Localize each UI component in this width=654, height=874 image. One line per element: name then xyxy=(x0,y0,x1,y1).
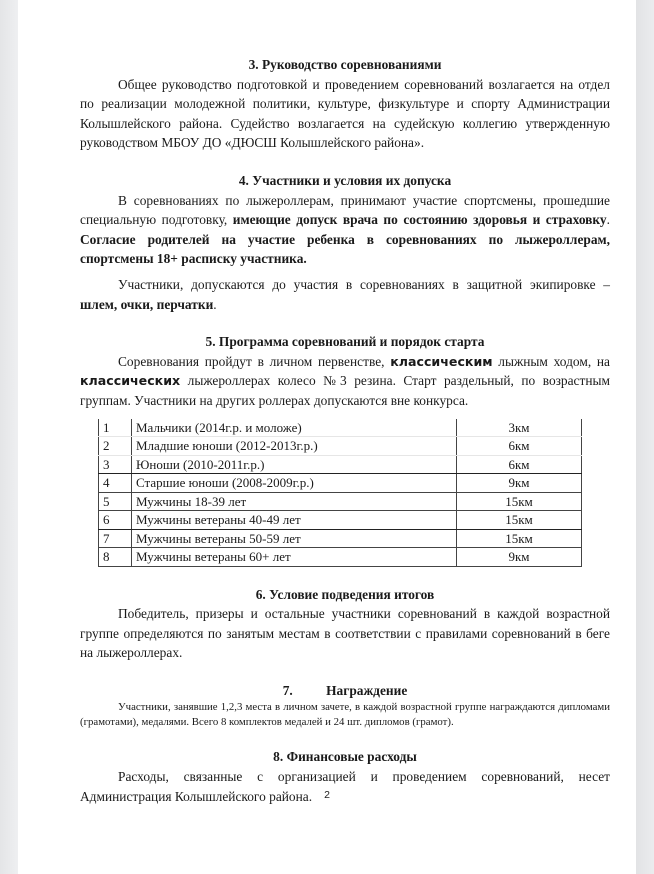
page-number: 2 xyxy=(324,789,330,801)
table-row xyxy=(99,492,582,511)
section-5-paragraph xyxy=(80,352,610,411)
distance: 6км xyxy=(457,455,582,474)
age-group: Мужчины ветераны 60+ лет xyxy=(132,548,457,567)
section-7-title: 7. Награждение xyxy=(282,682,408,698)
section-3-title: 3. Руководство соревнованиями xyxy=(248,57,442,72)
s5-bold-classic: классическим xyxy=(390,353,493,369)
section-4-paragraph-2 xyxy=(80,275,610,314)
age-groups-table xyxy=(98,419,582,567)
document-content xyxy=(80,55,610,806)
table-row xyxy=(99,548,582,567)
s4-equip-bold: шлем, очки, перчатки xyxy=(80,296,214,312)
age-group: Мужчины 18-39 лет xyxy=(132,492,457,511)
table-row xyxy=(99,529,582,548)
distance: 15км xyxy=(457,529,582,548)
table-row xyxy=(99,455,582,474)
s5-text-b: лыжным ходом, на xyxy=(492,353,611,369)
section-6-title: 6. Условие подведения итогов xyxy=(255,586,435,602)
s5-bold-classic-rollers: классических xyxy=(80,373,181,389)
distance: 15км xyxy=(457,492,582,511)
section-7-paragraph: Участники, занявшие 1,2,3 места в личном зачете, в каждой возрастной группе награждаются дипломами (грамотами), медалями. Всего 8 комплектов медалей и 24 шт. дипломов (грамот). xyxy=(80,701,610,728)
section-4-title: 4. Участники и условия их допуска xyxy=(238,172,452,188)
s5-text-c: лыжероллерах колесо №3 резина. Старт раздельный, по возрастным группам. Участники на других роллерах допускаются вне конкурса. xyxy=(80,373,610,408)
distance: 9км xyxy=(457,474,582,493)
section-3-paragraph: Общее руководство подготовкой и проведением соревнований возлагается на отдел по реализации молодежной политики, культуре, физкультуре и спорту Администрации Колышлейского района. Судейство возлагается на судейскую коллегию утвержденную руководством МБОУ ДО «ДЮСШ Колышлейского района». xyxy=(80,76,610,151)
row-number: 8 xyxy=(99,548,132,567)
table-row xyxy=(99,511,582,530)
s4-equip-text: Участники, допускаются до участия в соревнованиях в защитной экипировке – xyxy=(118,276,610,292)
age-group: Мужчины ветераны 50-59 лет xyxy=(132,529,457,548)
s4-equip-end: . xyxy=(213,296,217,312)
section-8-title: 8. Финансовые расходы xyxy=(273,749,417,765)
distance: 6км xyxy=(457,437,582,456)
age-group: Старшие юноши (2008-2009г.р.) xyxy=(132,474,457,493)
table-row xyxy=(99,419,582,437)
s4-bold-consent: Согласие родителей на участие ребенка в соревнованиях по лыжероллерам, спортсмены 18+ расписку участника. xyxy=(80,231,610,267)
s4-text: В соревнованиях по лыжероллерам, принимают участие спортсмены, прошедшие специальную подготовку, xyxy=(80,192,610,228)
age-group: Младшие юноши (2012-2013г.р.) xyxy=(132,437,457,456)
table-row xyxy=(99,474,582,493)
distance: 9км xyxy=(457,548,582,567)
row-number: 1 xyxy=(99,419,132,437)
age-group: Юноши (2010-2011г.р.) xyxy=(132,455,457,474)
age-group: Мальчики (2014г.р. и моложе) xyxy=(132,419,457,437)
s5-text-a: Соревнования пройдут в личном первенстве, xyxy=(118,353,391,369)
table-row xyxy=(99,437,582,456)
section-5-title: 5. Программа соревнований и порядок старта xyxy=(205,334,485,350)
row-number: 6 xyxy=(99,511,132,530)
s4-sep: . xyxy=(606,212,610,228)
section-8-paragraph: Расходы, связанные с организацией и проведением соревнований, несет Администрация Колышлейского района. xyxy=(80,769,610,804)
row-number: 5 xyxy=(99,492,132,511)
distance: 15км xyxy=(457,511,582,530)
document-page xyxy=(18,3,636,874)
distance: 3км xyxy=(457,419,582,437)
row-number: 7 xyxy=(99,529,132,548)
section-6-paragraph: Победитель, призеры и остальные участники соревнований в каждой возрастной группе определяются по занятым местам в соответствии с правилами соревнований в беге на лыжероллерах. xyxy=(80,606,610,661)
row-number: 2 xyxy=(99,437,132,456)
s4-bold-medical: имеющие допуск врача по состоянию здоровья и страховку xyxy=(232,212,607,228)
section-4-paragraph-1 xyxy=(80,191,610,269)
row-number: 4 xyxy=(99,474,132,493)
row-number: 3 xyxy=(99,455,132,474)
age-group: Мужчины ветераны 40-49 лет xyxy=(132,511,457,530)
